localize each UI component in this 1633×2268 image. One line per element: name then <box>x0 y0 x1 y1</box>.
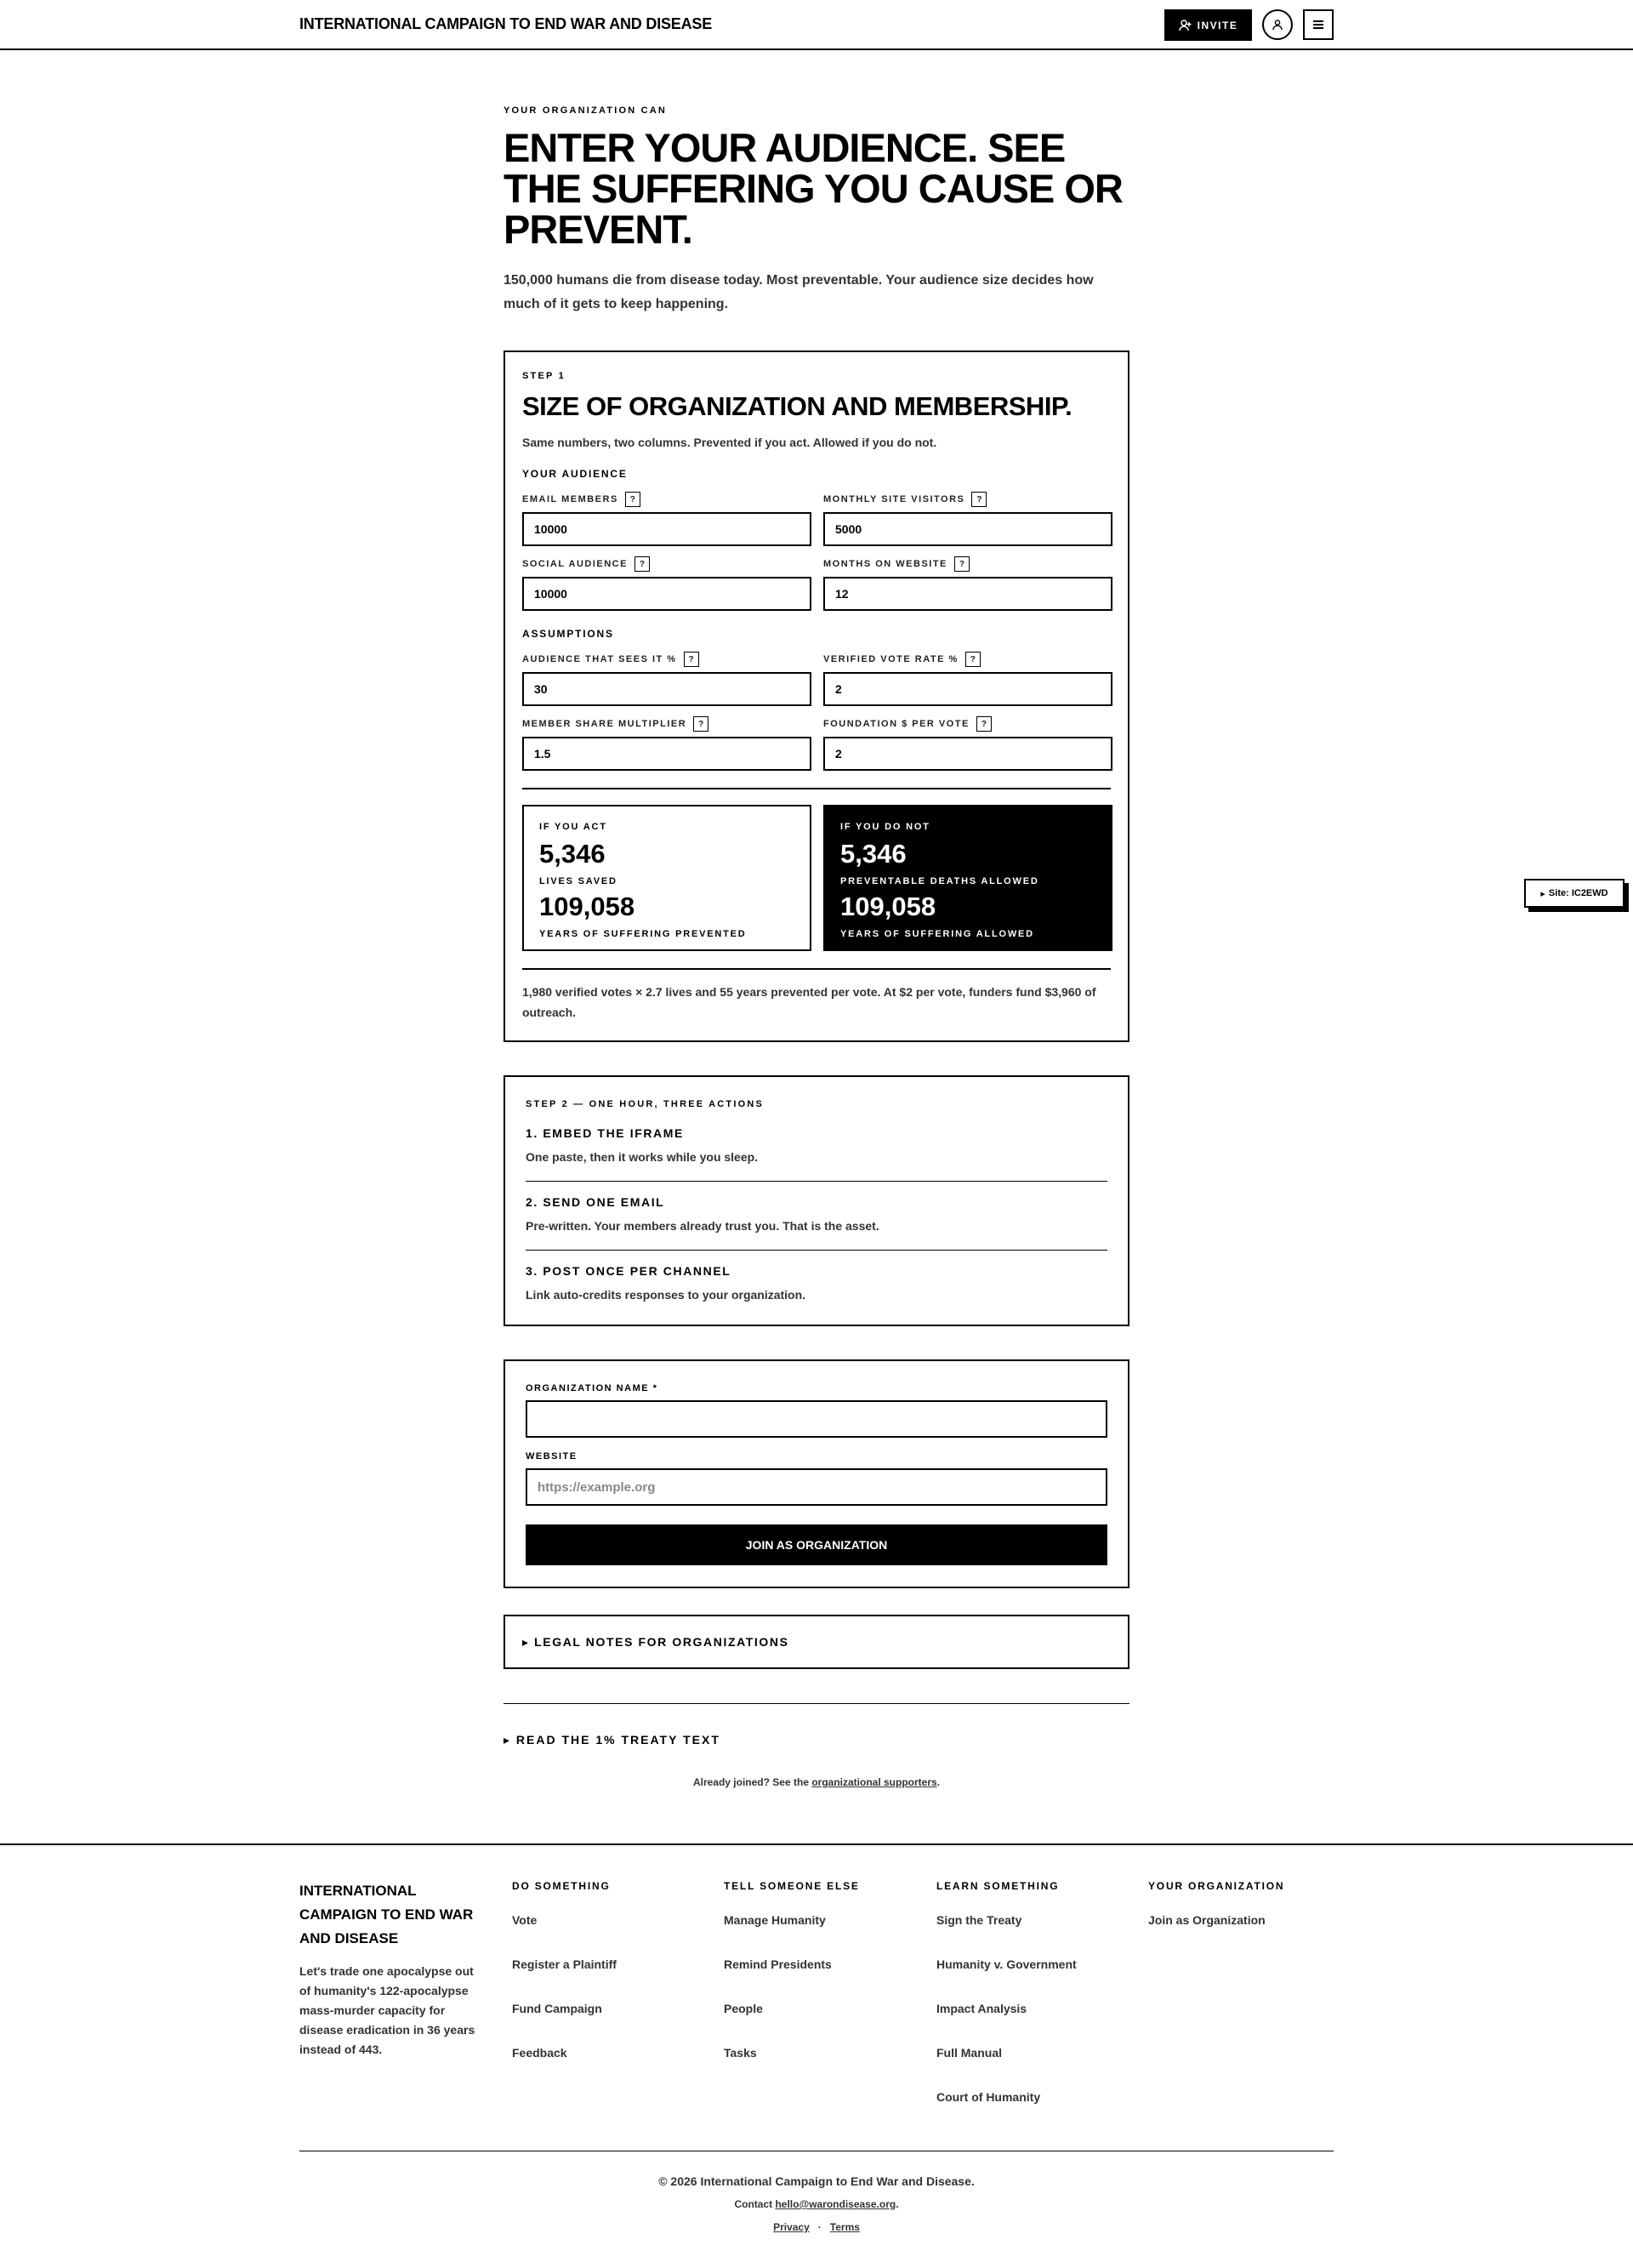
deaths-allowed-value: 5,346 <box>840 839 907 869</box>
share-multiplier-label-text: MEMBER SHARE MULTIPLIER <box>522 719 687 729</box>
divider <box>522 968 1111 970</box>
account-button[interactable] <box>1262 9 1293 40</box>
add-user-icon <box>1179 19 1192 32</box>
action-title: 2. SEND ONE EMAIL <box>526 1195 665 1209</box>
terms-link[interactable]: Terms <box>829 2221 860 2233</box>
audience-sees-label <box>522 652 699 667</box>
org-name-input[interactable] <box>526 1400 1107 1438</box>
site-brand[interactable]: INTERNATIONAL CAMPAIGN TO END WAR AND DISEASE <box>299 15 713 32</box>
vote-rate-label-text: VERIFIED VOTE RATE % <box>823 654 959 664</box>
footer-link[interactable]: Register a Plaintiff <box>512 1957 617 1971</box>
email-members-label <box>522 492 640 507</box>
help-icon[interactable]: ? <box>693 716 708 732</box>
site-badge[interactable] <box>1524 879 1624 908</box>
invite-button[interactable] <box>1164 9 1252 41</box>
website-label: WEBSITE <box>526 1451 578 1462</box>
footer-column <box>1148 1880 1284 1957</box>
help-icon[interactable]: ? <box>954 556 970 572</box>
help-icon[interactable]: ? <box>684 652 699 667</box>
top-bar <box>0 0 1633 50</box>
footer-link[interactable]: Remind Presidents <box>724 1957 832 1971</box>
already-suffix: . <box>936 1776 941 1788</box>
years-allowed-value: 109,058 <box>840 892 936 921</box>
legal-links <box>0 2221 1633 2233</box>
copyright: © 2026 International Campaign to End War and Disease. <box>658 2174 975 2188</box>
vote-rate-label <box>823 652 981 667</box>
contact-email-link[interactable]: hello@warondisease.org <box>775 2198 896 2210</box>
vote-rate-input[interactable] <box>823 672 1112 706</box>
hamburger-icon <box>1312 20 1324 30</box>
share-multiplier-label <box>522 716 708 732</box>
dollars-per-vote-label-text: FOUNDATION $ PER VOTE <box>823 719 970 729</box>
divider <box>522 788 1111 789</box>
footer-about: Let's trade one apocalypse out of humanity's 122-apocalypse mass-murder capacity for disease eradication in 36 years instead of 443. <box>299 1964 475 2056</box>
legal-notes-label: ▸ LEGAL NOTES FOR ORGANIZATIONS <box>522 1635 789 1649</box>
footer-link[interactable]: Humanity v. Government <box>936 1957 1077 1971</box>
footer-link[interactable]: Impact Analysis <box>936 2002 1027 2015</box>
divider <box>504 1703 1129 1704</box>
footer-divider <box>0 1843 1633 1845</box>
org-name-label: ORGANIZATION NAME * <box>526 1383 658 1393</box>
lives-saved-label: LIVES SAVED <box>539 876 617 886</box>
footer-column <box>724 1880 860 2089</box>
email-members-label-text: EMAIL MEMBERS <box>522 494 618 504</box>
already-joined-note <box>504 1776 1129 1788</box>
social-audience-label-text: SOCIAL AUDIENCE <box>522 559 628 569</box>
join-button[interactable]: JOIN AS ORGANIZATION <box>526 1524 1107 1565</box>
footer-column <box>936 1880 1077 2134</box>
website-input[interactable] <box>526 1468 1107 1506</box>
years-prevented-value: 109,058 <box>539 892 635 921</box>
hero-title: ENTER YOUR AUDIENCE. SEE THE SUFFERING YOU CAUSE OR PREVENT. <box>504 125 1123 252</box>
invite-label: INVITE <box>1197 19 1238 31</box>
privacy-link[interactable]: Privacy <box>773 2221 810 2233</box>
step1-description: Same numbers, two columns. Prevented if you act. Allowed if you do not. <box>522 436 937 449</box>
footer-link[interactable]: Court of Humanity <box>936 2090 1041 2104</box>
step1-eyebrow: STEP 1 <box>522 371 566 381</box>
months-on-website-label <box>823 556 970 572</box>
footer-column-heading: LEARN SOMETHING <box>936 1880 1060 1892</box>
user-icon <box>1272 19 1283 31</box>
footer-link[interactable]: Fund Campaign <box>512 2002 602 2015</box>
lives-saved-value: 5,346 <box>539 839 606 869</box>
help-icon[interactable]: ? <box>634 556 650 572</box>
help-icon[interactable]: ? <box>976 716 992 732</box>
social-audience-label <box>522 556 650 572</box>
footer-column-heading: DO SOMETHING <box>512 1880 611 1892</box>
calculation-note: 1,980 verified votes × 2.7 lives and 55 years prevented per vote. At $2 per vote, funders fund $3,960 of outreach. <box>522 985 1096 1019</box>
dollars-per-vote-label <box>823 716 992 732</box>
dollars-per-vote-input[interactable] <box>823 737 1112 771</box>
action-description: Link auto-credits responses to your organization. <box>526 1288 806 1302</box>
divider <box>526 1181 1107 1182</box>
menu-button[interactable] <box>1303 9 1334 40</box>
step1-card <box>504 350 1129 1042</box>
step1-title: SIZE OF ORGANIZATION AND MEMBERSHIP. <box>522 391 1073 421</box>
years-allowed-label: YEARS OF SUFFERING ALLOWED <box>840 929 1034 939</box>
audience-sees-input[interactable] <box>522 672 811 706</box>
hero-eyebrow: YOUR ORGANIZATION CAN <box>504 105 668 116</box>
if-you-do-not-panel <box>823 805 1112 951</box>
action-description: One paste, then it works while you sleep. <box>526 1150 759 1164</box>
footer-link[interactable]: Full Manual <box>936 2046 1002 2060</box>
months-on-website-input[interactable] <box>823 577 1112 611</box>
step2-eyebrow: STEP 2 — ONE HOUR, THREE ACTIONS <box>526 1099 765 1109</box>
footer-link[interactable]: Feedback <box>512 2046 567 2060</box>
years-prevented-label: YEARS OF SUFFERING PREVENTED <box>539 929 747 939</box>
monthly-visitors-label <box>823 492 987 507</box>
help-icon[interactable]: ? <box>971 492 987 507</box>
separator: · <box>817 2221 822 2233</box>
step2-card <box>504 1075 1129 1326</box>
monthly-visitors-label-text: MONTHLY SITE VISITORS <box>823 494 965 504</box>
footer-link[interactable]: Tasks <box>724 2046 757 2060</box>
social-audience-input[interactable] <box>522 577 811 611</box>
monthly-visitors-input[interactable] <box>823 512 1112 546</box>
join-form <box>504 1359 1129 1588</box>
footer-brand: INTERNATIONAL CAMPAIGN TO END WAR AND DISEASE <box>299 1883 474 1946</box>
divider <box>526 1250 1107 1251</box>
footer-column <box>512 1880 617 2089</box>
footer-link[interactable]: Manage Humanity <box>724 1913 826 1927</box>
months-on-website-label-text: MONTHS ON WEBSITE <box>823 559 947 569</box>
not-eyebrow: IF YOU DO NOT <box>840 822 930 832</box>
legal-notes-toggle[interactable] <box>504 1615 1129 1669</box>
contact-line <box>0 2198 1633 2210</box>
supporters-link[interactable]: organizational supporters <box>811 1776 937 1788</box>
hero-subtitle: 150,000 humans die from disease today. Most preventable. Your audience size decides how much of it gets to keep happening. <box>504 273 1094 311</box>
act-eyebrow: IF YOU ACT <box>539 822 607 832</box>
already-prefix: Already joined? See the <box>692 1776 812 1788</box>
assumptions-section-label: ASSUMPTIONS <box>522 628 614 640</box>
footer-column-heading: TELL SOMEONE ELSE <box>724 1880 860 1892</box>
contact-suffix: . <box>896 2198 899 2210</box>
action-title: 3. POST ONCE PER CHANNEL <box>526 1264 731 1278</box>
help-icon[interactable]: ? <box>965 652 981 667</box>
site-badge-label: Site: IC2EWD <box>1548 888 1608 898</box>
email-members-input[interactable] <box>522 512 811 546</box>
audience-section-label: YOUR AUDIENCE <box>522 468 628 480</box>
action-description: Pre-written. Your members already trust you. That is the asset. <box>526 1219 879 1233</box>
deaths-allowed-label: PREVENTABLE DEATHS ALLOWED <box>840 876 1039 886</box>
treaty-text-toggle[interactable]: ▸ READ THE 1% TREATY TEXT <box>504 1733 720 1747</box>
contact-prefix: Contact <box>734 2198 776 2210</box>
footer-column-heading: YOUR ORGANIZATION <box>1148 1880 1285 1892</box>
play-icon: ▸ <box>1540 888 1545 899</box>
footer-link[interactable]: Join as Organization <box>1148 1913 1266 1927</box>
action-title: 1. EMBED THE IFRAME <box>526 1126 684 1140</box>
footer-link[interactable]: Vote <box>512 1913 538 1927</box>
help-icon[interactable]: ? <box>625 492 640 507</box>
footer-link[interactable]: People <box>724 2002 763 2015</box>
if-you-act-panel <box>522 805 811 951</box>
share-multiplier-input[interactable] <box>522 737 811 771</box>
footer-link[interactable]: Sign the Treaty <box>936 1913 1022 1927</box>
audience-sees-label-text: AUDIENCE THAT SEES IT % <box>522 654 677 664</box>
